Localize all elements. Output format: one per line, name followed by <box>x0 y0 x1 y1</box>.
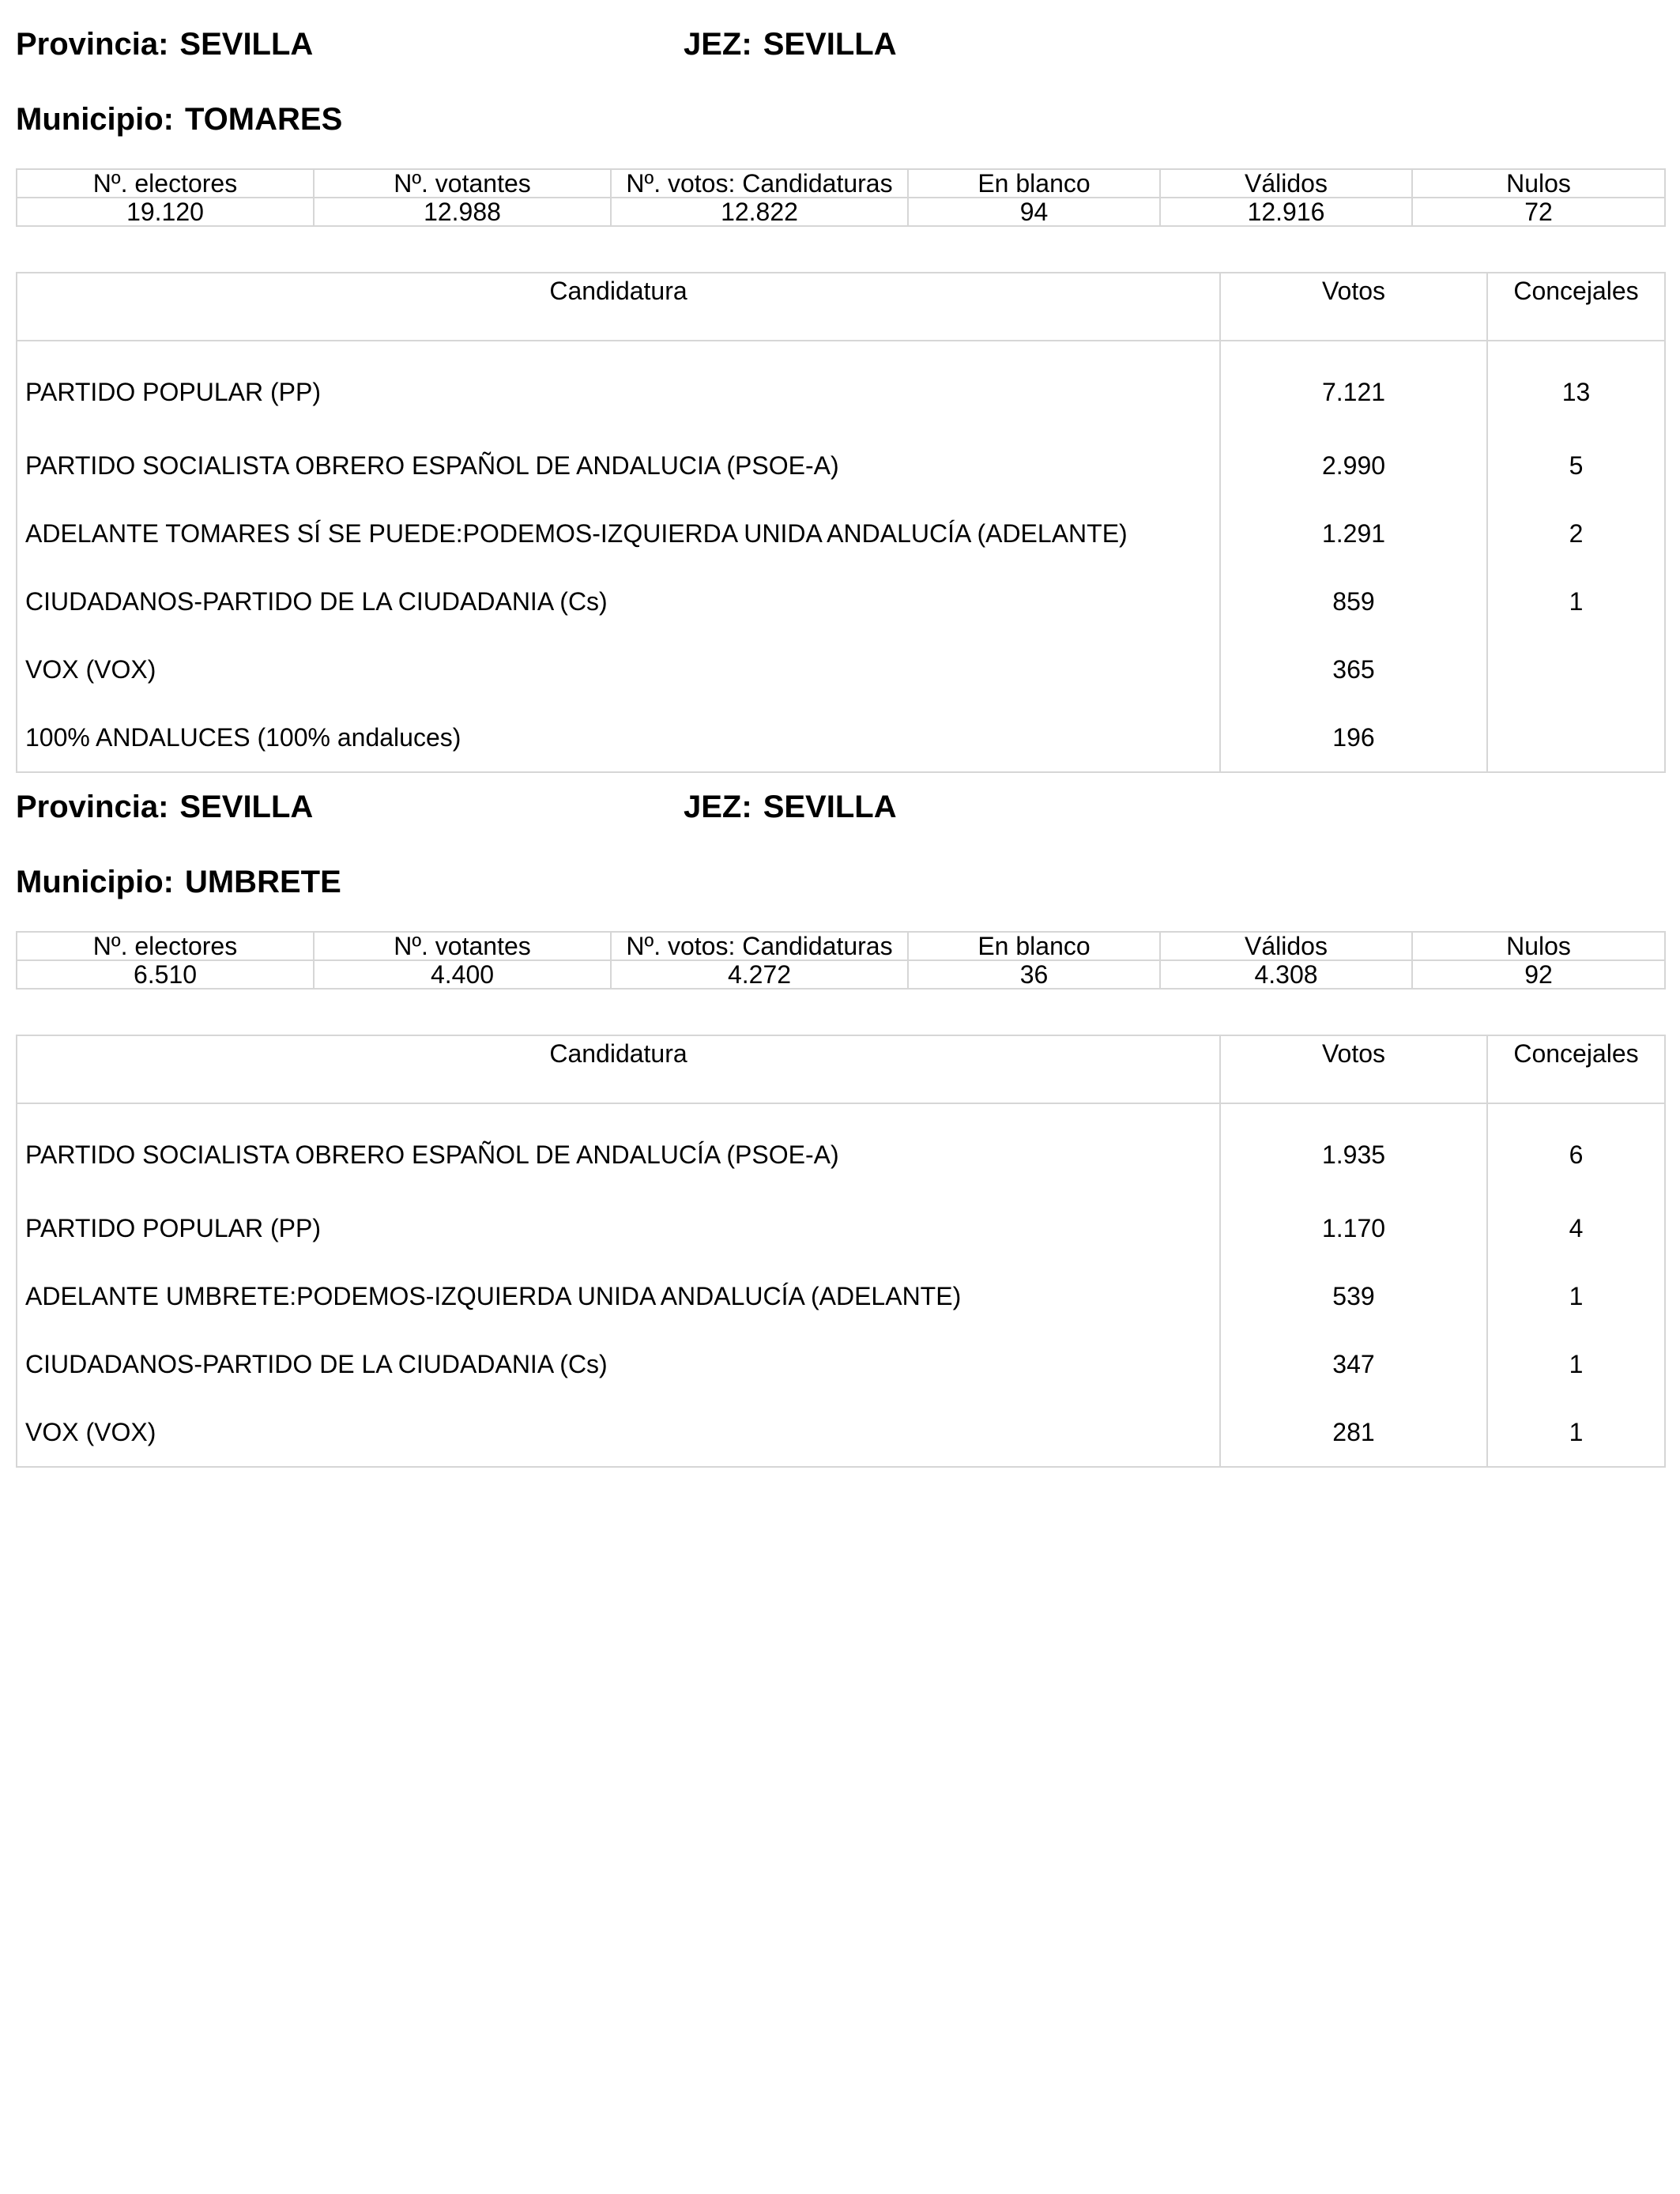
results-row <box>17 1330 1665 1398</box>
municipio-label: Municipio: <box>16 865 174 899</box>
results-row <box>17 432 1665 499</box>
party-votes: 1.170 <box>1220 1194 1487 1262</box>
party-councillors: 1 <box>1487 567 1665 635</box>
party-councillors: 13 <box>1487 341 1665 432</box>
summary-header-row <box>17 932 1665 960</box>
municipio-label: Municipio: <box>16 102 174 137</box>
summary-header-nulos: Nulos <box>1412 169 1665 198</box>
summary-table <box>16 931 1666 990</box>
summary-table <box>16 168 1666 227</box>
party-councillors: 1 <box>1487 1262 1665 1330</box>
provincia-value: SEVILLA <box>179 27 314 62</box>
summary-header-nulos: Nulos <box>1412 932 1665 960</box>
results-row <box>17 499 1665 567</box>
summary-header-electores: Nº. electores <box>17 169 314 198</box>
results-table <box>16 272 1666 773</box>
results-row <box>17 1103 1665 1194</box>
party-name: 100% ANDALUCES (100% andaluces) <box>17 703 1220 772</box>
results-row <box>17 567 1665 635</box>
summary-header-votantes: Nº. votantes <box>314 169 611 198</box>
summary-value-electores: 6.510 <box>17 960 314 989</box>
summary-header-validos: Válidos <box>1160 932 1412 960</box>
provincia-label: Provincia: <box>16 27 169 62</box>
party-name: VOX (VOX) <box>17 1398 1220 1467</box>
results-row <box>17 703 1665 772</box>
party-name: CIUDADANOS-PARTIDO DE LA CIUDADANIA (Cs) <box>17 567 1220 635</box>
results-header-candidatura: Candidatura <box>17 273 1220 341</box>
party-name: ADELANTE UMBRETE:PODEMOS-IZQUIERDA UNIDA ANDALUCÍA (ADELANTE) <box>17 1262 1220 1330</box>
party-votes: 1.291 <box>1220 499 1487 567</box>
municipio-heading <box>16 863 341 901</box>
summary-value-validos: 12.916 <box>1160 198 1412 226</box>
jez-label: JEZ: <box>684 27 752 62</box>
results-header-votos: Votos <box>1220 273 1487 341</box>
provincia-value: SEVILLA <box>179 790 314 824</box>
results-row <box>17 1194 1665 1262</box>
results-row <box>17 635 1665 703</box>
party-votes: 347 <box>1220 1330 1487 1398</box>
party-name: CIUDADANOS-PARTIDO DE LA CIUDADANIA (Cs) <box>17 1330 1220 1398</box>
party-votes: 1.935 <box>1220 1103 1487 1194</box>
party-name: PARTIDO POPULAR (PP) <box>17 341 1220 432</box>
party-votes: 7.121 <box>1220 341 1487 432</box>
summary-header-votos-candidaturas: Nº. votos: Candidaturas <box>611 169 908 198</box>
results-header-concejales: Concejales <box>1487 273 1665 341</box>
party-councillors: 1 <box>1487 1330 1665 1398</box>
party-votes: 196 <box>1220 703 1487 772</box>
party-votes: 539 <box>1220 1262 1487 1330</box>
party-votes: 365 <box>1220 635 1487 703</box>
results-header-candidatura: Candidatura <box>17 1035 1220 1103</box>
party-councillors: 5 <box>1487 432 1665 499</box>
party-name: VOX (VOX) <box>17 635 1220 703</box>
municipio-value: UMBRETE <box>184 865 341 899</box>
summary-value-row <box>17 960 1665 989</box>
summary-value-electores: 19.120 <box>17 198 314 226</box>
results-header-concejales: Concejales <box>1487 1035 1665 1103</box>
summary-value-nulos: 72 <box>1412 198 1665 226</box>
summary-value-votos-candidaturas: 12.822 <box>611 198 908 226</box>
summary-value-nulos: 92 <box>1412 960 1665 989</box>
summary-value-votantes: 4.400 <box>314 960 611 989</box>
summary-value-votantes: 12.988 <box>314 198 611 226</box>
party-councillors: 1 <box>1487 1398 1665 1467</box>
party-name: PARTIDO POPULAR (PP) <box>17 1194 1220 1262</box>
party-name: PARTIDO SOCIALISTA OBRERO ESPAÑOL DE ANDALUCÍA (PSOE-A) <box>17 1103 1220 1194</box>
party-name: ADELANTE TOMARES SÍ SE PUEDE:PODEMOS-IZQUIERDA UNIDA ANDALUCÍA (ADELANTE) <box>17 499 1220 567</box>
summary-header-validos: Válidos <box>1160 169 1412 198</box>
summary-value-validos: 4.308 <box>1160 960 1412 989</box>
party-name: PARTIDO SOCIALISTA OBRERO ESPAÑOL DE ANDALUCIA (PSOE-A) <box>17 432 1220 499</box>
party-councillors: 2 <box>1487 499 1665 567</box>
results-row <box>17 1262 1665 1330</box>
party-votes: 859 <box>1220 567 1487 635</box>
results-header-votos: Votos <box>1220 1035 1487 1103</box>
summary-value-en-blanco: 94 <box>908 198 1160 226</box>
summary-header-votos-candidaturas: Nº. votos: Candidaturas <box>611 932 908 960</box>
results-header-row <box>17 1035 1665 1103</box>
summary-value-en-blanco: 36 <box>908 960 1160 989</box>
summary-header-electores: Nº. electores <box>17 932 314 960</box>
summary-header-row <box>17 169 1665 198</box>
party-votes: 2.990 <box>1220 432 1487 499</box>
municipio-value: TOMARES <box>184 102 343 137</box>
results-row <box>17 1398 1665 1467</box>
jez-heading <box>684 788 897 826</box>
results-table <box>16 1035 1666 1468</box>
jez-heading <box>684 25 897 63</box>
results-row <box>17 341 1665 432</box>
party-councillors: 6 <box>1487 1103 1665 1194</box>
summary-value-row <box>17 198 1665 226</box>
provincia-heading <box>16 25 313 63</box>
jez-label: JEZ: <box>684 790 752 824</box>
party-councillors <box>1487 703 1665 772</box>
jez-value: SEVILLA <box>763 27 897 62</box>
party-councillors <box>1487 635 1665 703</box>
summary-value-votos-candidaturas: 4.272 <box>611 960 908 989</box>
summary-header-en-blanco: En blanco <box>908 169 1160 198</box>
municipio-heading <box>16 100 342 138</box>
summary-header-votantes: Nº. votantes <box>314 932 611 960</box>
jez-value: SEVILLA <box>763 790 897 824</box>
provincia-label: Provincia: <box>16 790 169 824</box>
results-header-row <box>17 273 1665 341</box>
summary-header-en-blanco: En blanco <box>908 932 1160 960</box>
party-councillors: 4 <box>1487 1194 1665 1262</box>
party-votes: 281 <box>1220 1398 1487 1467</box>
provincia-heading <box>16 788 313 826</box>
